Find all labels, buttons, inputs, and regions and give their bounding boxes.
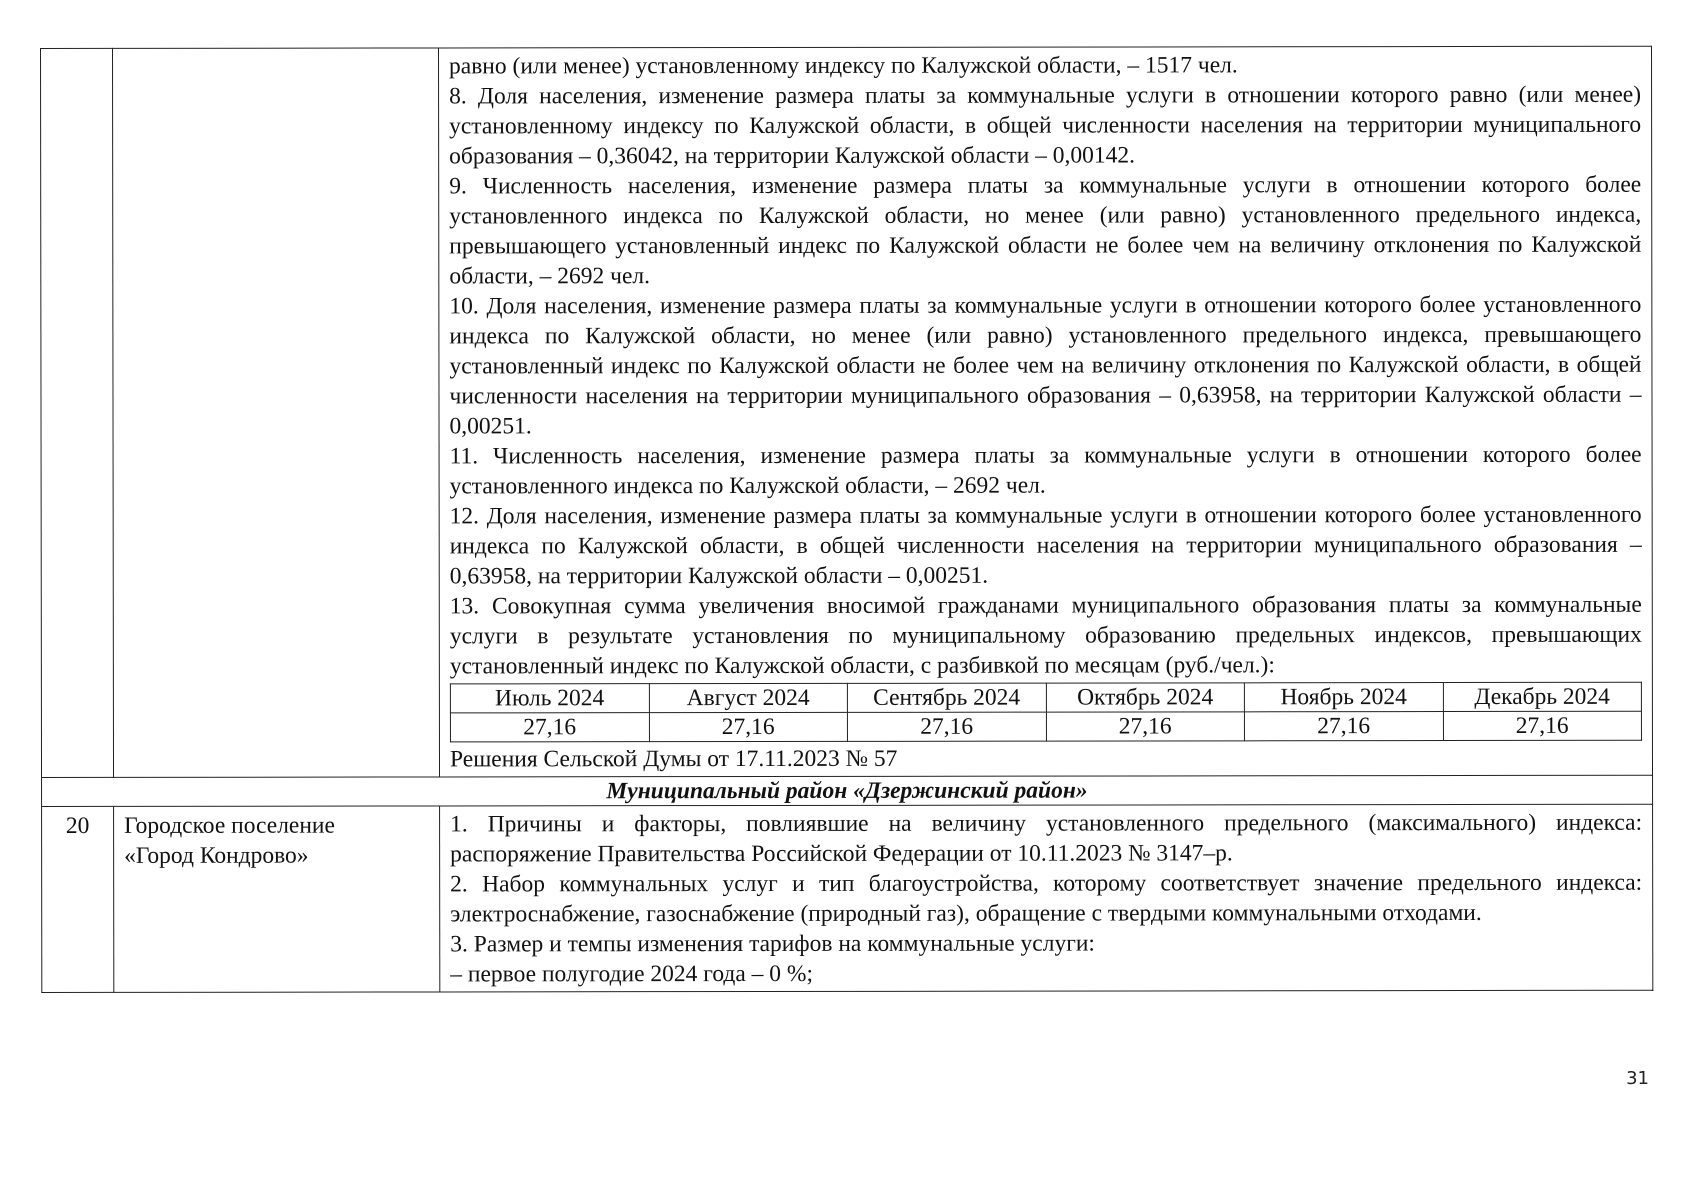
table-row-continued	[41, 46, 1653, 777]
row20-paragraph-1: 1. Причины и факторы, повлиявшие на величину установленного предельного (максимального) индекса: распоряжение Правительства Российской Федерации от 10.11.2023 № 3147–р.	[450, 809, 1643, 868]
paragraph-8: 8. Доля населения, изменение размера платы за коммунальные услуги в отношении которого равно (или менее) установленному индексу по Калужской области, в общей численности населения на территории муниципального образования – 0,36042, на территории Калужской области – 0,00142.	[449, 81, 1642, 170]
paragraph-9: 9. Численность населения, изменение размера платы за коммунальные услуги в отношении которого более установленного индекса по Калужской области, но менее (или равно) установленного предельного индекса, превышающего установленный индекс по Калужской области не более чем на величину отклонения по Калужской области, – 2692 чел.	[449, 171, 1642, 290]
decision-reference: Решения Сельской Думы от 17.11.2023 № 57	[449, 745, 898, 773]
month-value-august: 27,16	[649, 712, 848, 741]
monthly-increase-table	[450, 682, 1642, 743]
paragraph-7-tail: равно (или менее) установленному индексу по Калужской области, – 1517 чел.	[449, 52, 1238, 80]
month-value-october: 27,16	[1046, 712, 1245, 741]
paragraph-12: 12. Доля населения, изменение размера платы за коммунальные услуги в отношении которого более установленного индекса по Калужской области, в общей численности населения на территории муниципального образования – 0,63958, на территории Калужской области – 0,00251.	[449, 501, 1642, 590]
page-number: 31	[1626, 1068, 1649, 1089]
month-value-december: 27,16	[1443, 711, 1642, 740]
paragraph-13: 13. Совокупная сумма увеличения вносимой гражданами муниципального образования платы за коммунальные услуги в результате установления по муниципальному образованию предельных индексов, превышающих установленный индекс по Калужской области, с разбивкой по месяцам (руб./чел.):	[449, 591, 1642, 680]
month-header-row	[450, 682, 1641, 713]
district-header: Муниципальный район «Дзержинский район»	[42, 775, 1653, 806]
month-header-september: Сентябрь 2024	[847, 683, 1046, 712]
settlement-name-line1: Городское поселение	[124, 812, 335, 839]
month-header-december: Декабрь 2024	[1443, 682, 1642, 711]
paragraph-10: 10. Доля населения, изменение размера платы за коммунальные услуги в отношении которого более установленного индекса по Калужской области, но менее (или равно) установленного предельного индекса, превышающего установленный индекс по Калужской области не более чем на величину отклонения по Калужской области, в общей численности населения на территории муниципального образования – 0,63958, на территории Калужской области – 0,00251.	[449, 291, 1642, 440]
row-number: 20	[42, 806, 114, 992]
month-value-september: 27,16	[847, 712, 1046, 741]
table-row-20	[42, 804, 1653, 992]
month-value-november: 27,16	[1244, 712, 1443, 741]
month-header-november: Ноябрь 2024	[1244, 683, 1443, 712]
cell-indicators-row-20	[440, 804, 1653, 992]
district-header-row	[42, 775, 1653, 806]
settlement-name-cell	[114, 806, 440, 992]
month-header-october: Октябрь 2024	[1046, 683, 1245, 712]
month-value-row	[450, 711, 1641, 742]
cell-number-empty	[41, 48, 114, 777]
row20-paragraph-3: 3. Размер и темпы изменения тарифов на коммунальные услуги:	[450, 930, 1095, 958]
row20-paragraph-4: – первое полугодие 2024 года – 0 %;	[450, 960, 814, 988]
cell-name-empty	[113, 48, 440, 777]
month-header-july: Июль 2024	[450, 684, 649, 713]
cell-indicators-continued	[439, 46, 1653, 777]
document-table	[40, 46, 1653, 993]
month-value-july: 27,16	[450, 713, 649, 742]
settlement-name-line2: «Город Кондрово»	[124, 842, 309, 869]
row20-paragraph-2: 2. Набор коммунальных услуг и тип благоустройства, которому соответствует значение предельного индекса: электроснабжение, газоснабжение (природный газ), обращение с твердыми коммунальными отходами.	[450, 869, 1643, 928]
month-header-august: Август 2024	[649, 683, 848, 712]
paragraph-11: 11. Численность населения, изменение размера платы за коммунальные услуги в отношении которого более установленного индекса по Калужской области, – 2692 чел.	[449, 441, 1642, 500]
